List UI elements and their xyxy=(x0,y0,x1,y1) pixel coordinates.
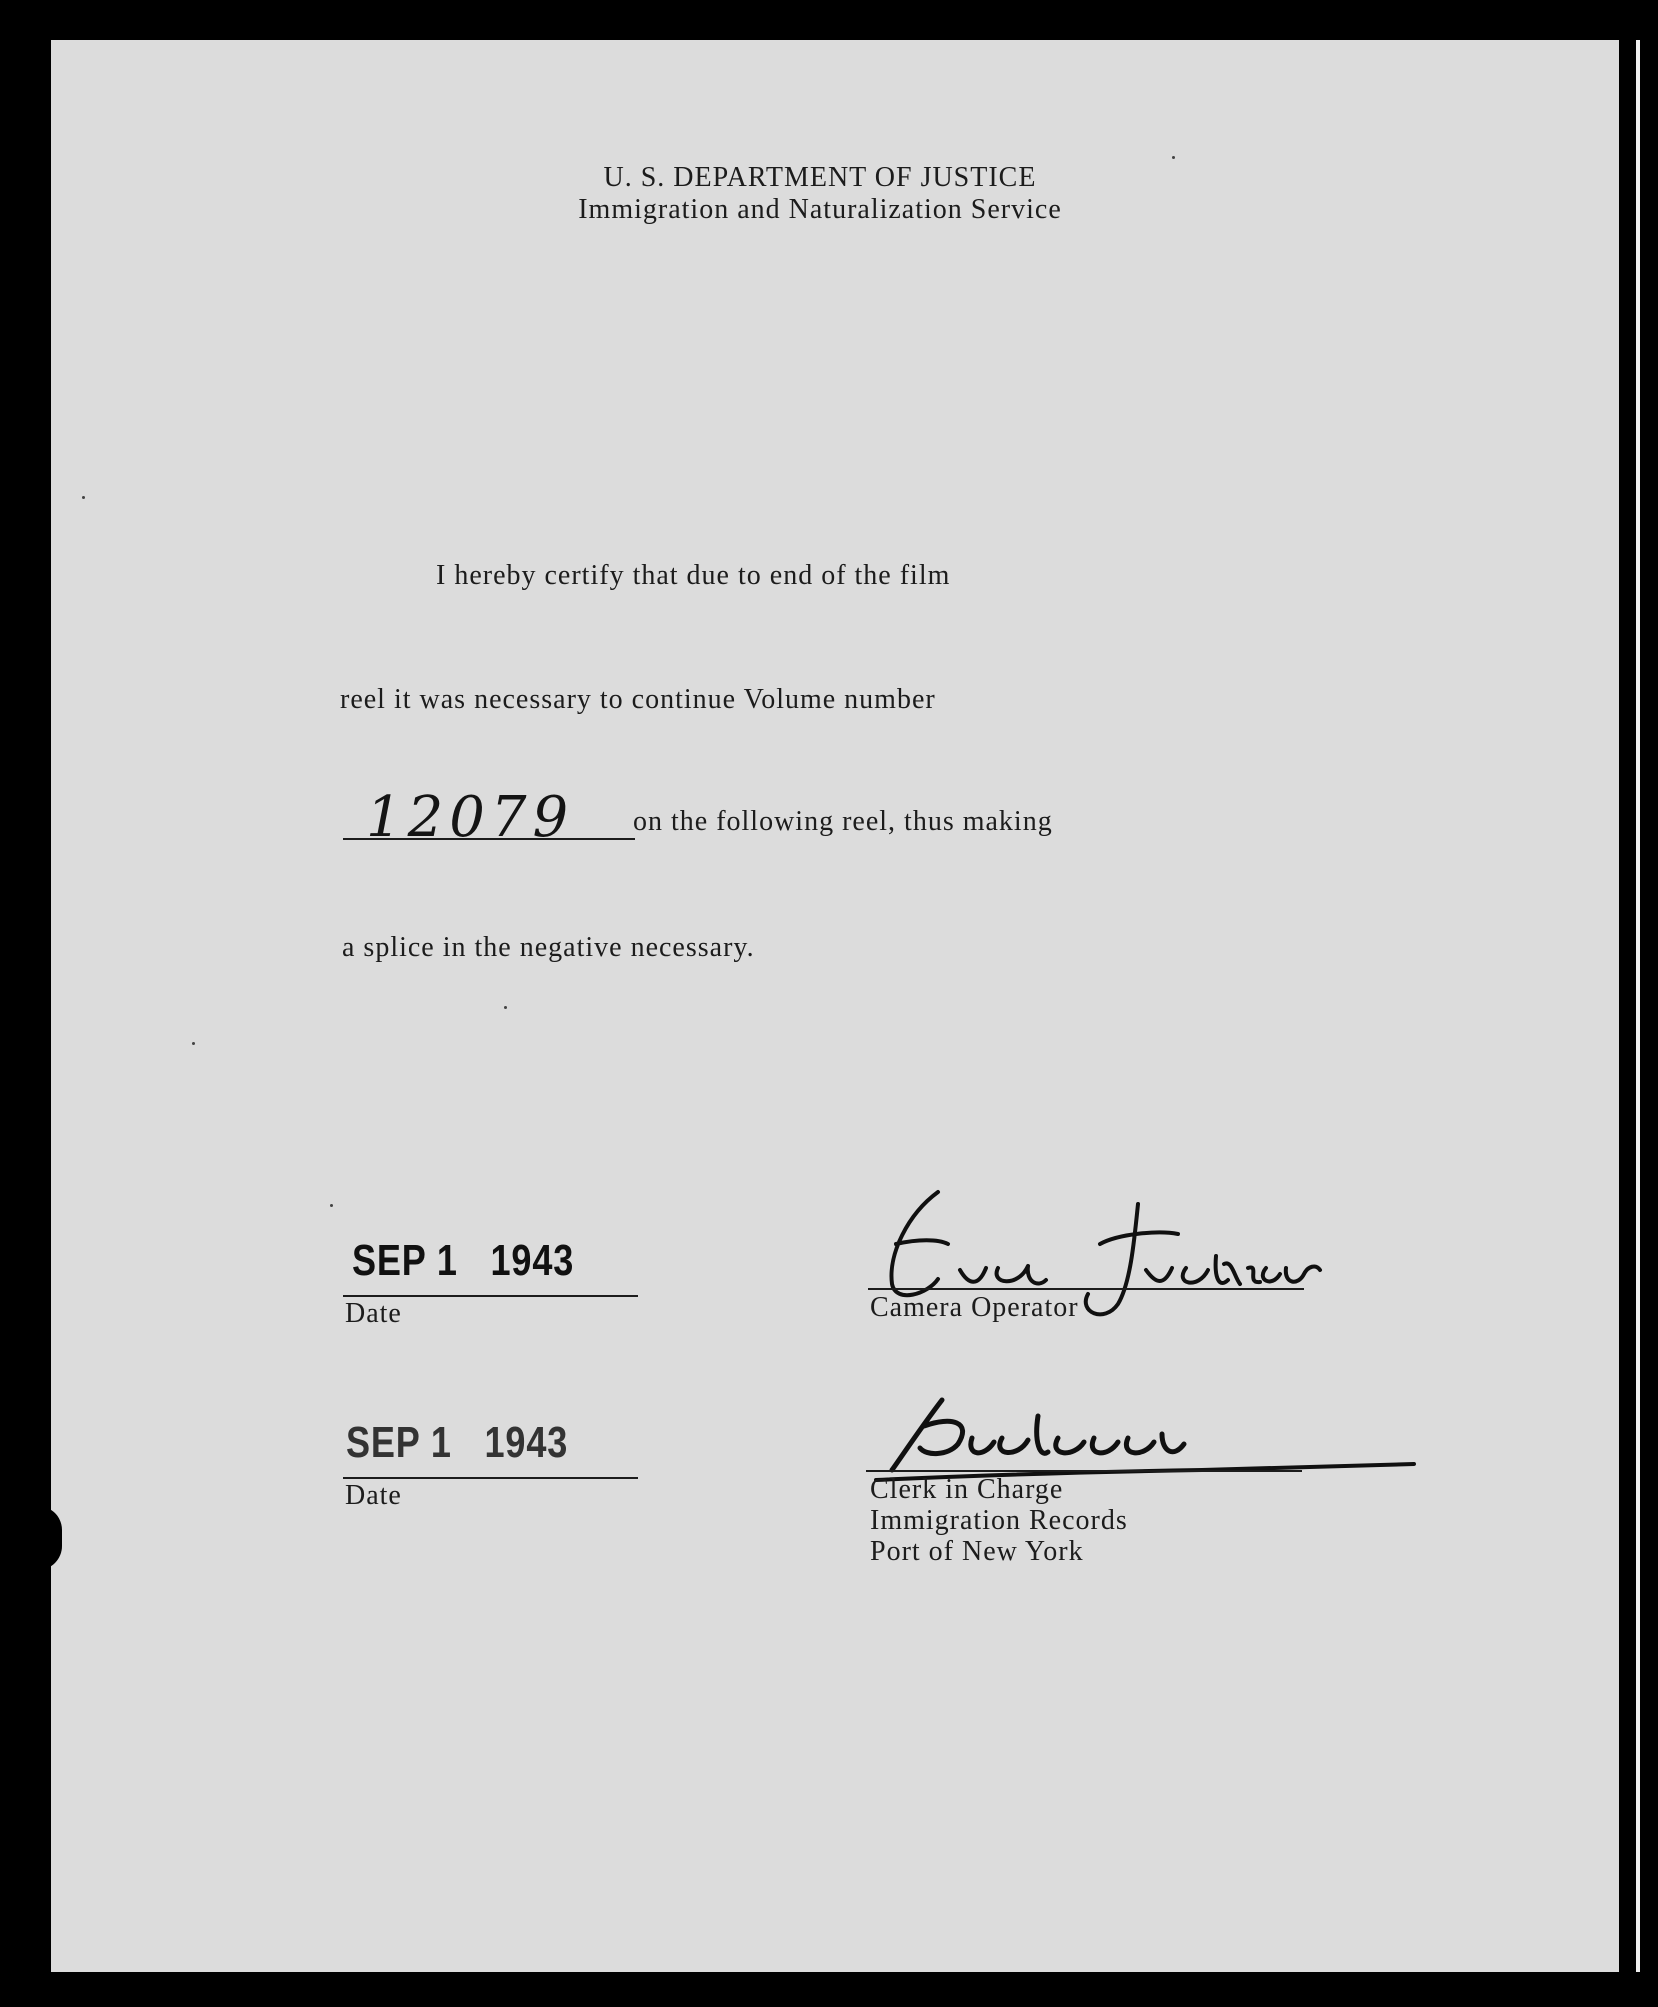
clerk-title-line-3: Port of New York xyxy=(870,1536,1084,1567)
volume-number-text: 12079 xyxy=(366,786,575,850)
date-stamp-2 xyxy=(346,1418,568,1468)
clerk-title-line-2: Immigration Records xyxy=(870,1505,1128,1536)
certificate-line-1: I hereby certify that due to end of the film xyxy=(436,560,951,591)
date-stamp-1-year: 1943 xyxy=(490,1236,575,1285)
date-label-2: Date xyxy=(345,1480,402,1511)
certificate-line-4: a splice in the negative necessary. xyxy=(342,932,755,963)
dust-speck xyxy=(330,1204,333,1207)
certificate-line-2: reel it was necessary to continue Volume number xyxy=(340,684,936,715)
signature-line-1 xyxy=(868,1288,1304,1290)
clerk-title-line-1: Clerk in Charge xyxy=(870,1474,1064,1505)
date-stamp-2-year: 1943 xyxy=(484,1418,569,1467)
date-label-1: Date xyxy=(345,1298,402,1329)
date-stamp-1 xyxy=(352,1236,574,1286)
dust-speck xyxy=(504,1006,507,1009)
service-heading: Immigration and Naturalization Service xyxy=(578,194,1062,225)
dust-speck xyxy=(192,1042,195,1045)
document-page xyxy=(51,40,1619,1972)
date-line-2 xyxy=(343,1477,638,1479)
volume-number-handwritten xyxy=(360,786,580,866)
department-heading: U. S. DEPARTMENT OF JUSTICE xyxy=(603,162,1037,193)
date-stamp-2-month-day: SEP 1 xyxy=(346,1418,452,1467)
camera-operator-title: Camera Operator xyxy=(870,1292,1079,1323)
dust-speck xyxy=(1172,156,1175,159)
dust-speck xyxy=(82,496,85,499)
signature-line-2 xyxy=(866,1470,1302,1472)
page-edge xyxy=(1636,40,1640,1972)
date-stamp-1-month-day: SEP 1 xyxy=(352,1236,458,1285)
certificate-line-3: on the following reel, thus making xyxy=(633,806,1053,837)
date-line-1 xyxy=(343,1295,638,1297)
